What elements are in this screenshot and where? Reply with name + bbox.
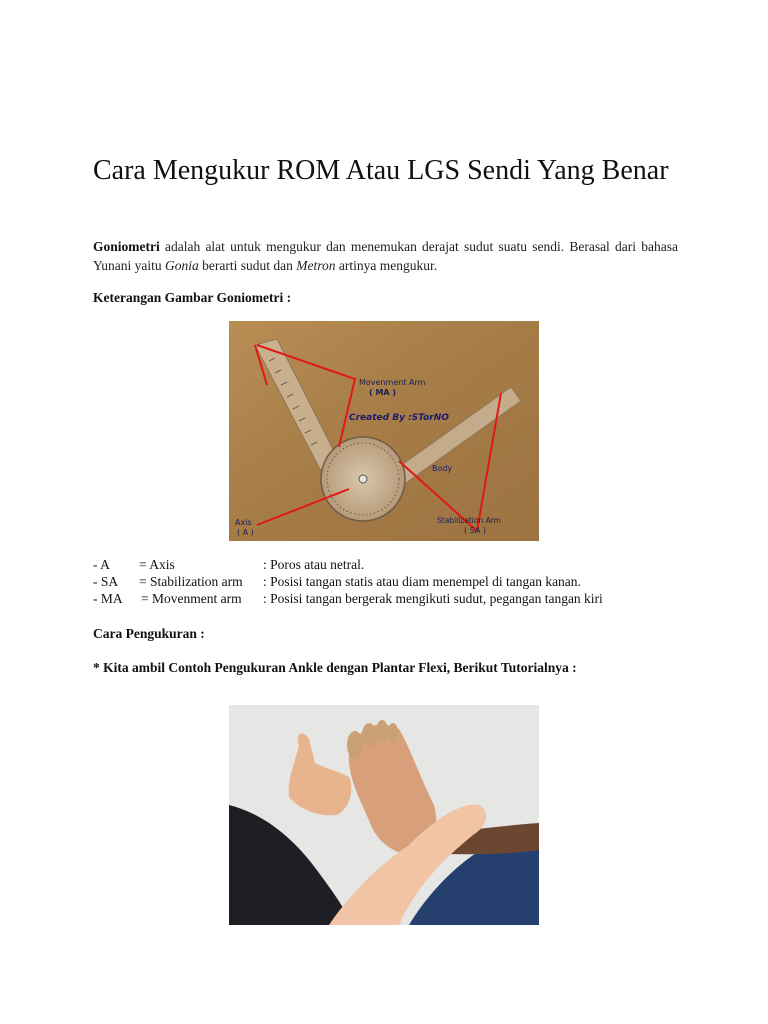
page-title: Cara Mengukur ROM Atau LGS Sendi Yang Benar (93, 155, 669, 186)
label-axis: Axis (235, 518, 252, 527)
legend-term: = Axis (139, 557, 175, 572)
label-stabilization-arm: Stabilization Arm (437, 516, 501, 525)
label-a: ( A ) (237, 528, 254, 537)
label-movement-arm: Movenment Arm (359, 378, 426, 387)
label-sa: ( SA ) (464, 526, 487, 535)
method-heading: Cara Pengukuran : (93, 626, 205, 641)
label-created-by: Created By :STorNO (349, 413, 449, 423)
legend-key: - SA (93, 574, 119, 589)
intro-text-1: adalah alat untuk mengukur dan menemukan derajat sudut suatu sendi. Berasal dari bahasa Yunani yaitu (93, 239, 678, 273)
term-goniometri: Goniometri (93, 239, 160, 254)
figure-heading: Keterangan Gambar Goniometri : (93, 290, 292, 305)
legend-term: = Movenment arm (141, 591, 242, 606)
label-body: Body (432, 464, 453, 473)
example-heading: * Kita ambil Contoh Pengukuran Ankle dengan Plantar Flexi, Berikut Tutorialnya : (93, 660, 577, 675)
axis-pivot (359, 475, 367, 483)
legend-key: - MA (93, 591, 123, 606)
intro-paragraph (93, 237, 678, 275)
intro-text-2: berarti sudut dan (198, 258, 297, 273)
legend-key: - A (93, 557, 110, 572)
legend-description: : Posisi tangan bergerak mengikuti sudut, pegangan tangan kiri (263, 591, 603, 606)
goniometer-image (229, 321, 539, 541)
ankle-measurement-photo (229, 705, 539, 925)
legend-description: : Posisi tangan statis atau diam menempel di tangan kanan. (263, 574, 581, 589)
legend-term: = Stabilization arm (139, 574, 243, 589)
legend-description: : Poros atau netral. (263, 557, 365, 572)
term-metron: Metron (296, 258, 336, 273)
term-gonia: Gonia (165, 258, 199, 273)
label-ma: ( MA ) (369, 388, 397, 397)
intro-text-3: artinya mengukur. (335, 258, 438, 273)
